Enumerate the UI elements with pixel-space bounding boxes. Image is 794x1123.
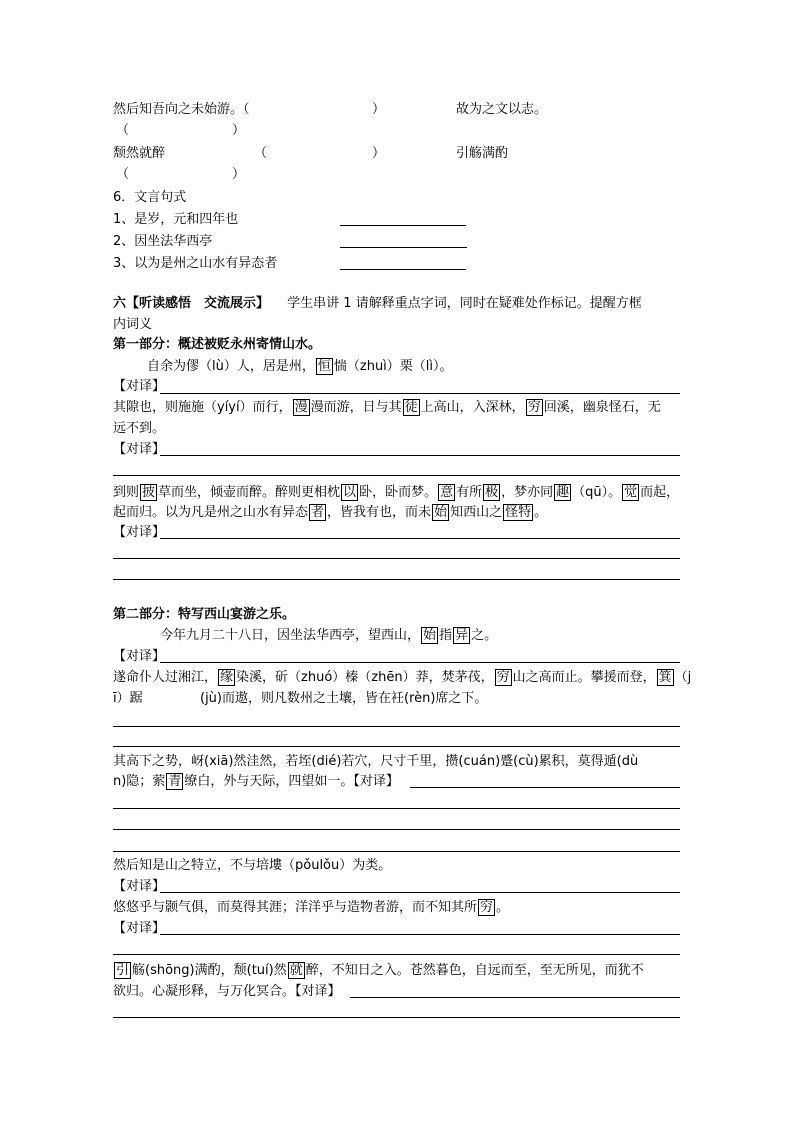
q6-item-3: 3、以为是州之山水有异态者 [113,256,278,271]
text-segment: 有所 [456,485,483,500]
q5-line-3-text: 颓然就醉 [113,146,166,161]
q5-line-3-open: （ [254,146,268,161]
part1-p2b: 远不到。 [113,421,166,436]
boxed-word: 披 [142,485,156,500]
boxed-word: 以 [343,485,357,500]
boxed-word: 穷 [480,900,494,915]
q5-line-2-close: ） [232,123,246,138]
q6-item-2: 2、因坐法华西亭 [113,234,213,249]
boxed-word: 怪特 [505,505,532,520]
q6-answer-2[interactable] [340,247,467,248]
part1-p3a [113,484,679,502]
translate-line[interactable] [113,579,680,580]
part1-p3b [113,504,547,522]
q5-line-3-close: ） [372,146,386,161]
part2-p3a: 其高下之势，岈(xiā)然洼然，若垤(dié)若穴，尺寸千里，攒(cuán)蹙(cù)累积，莫得遁(dù [113,754,639,769]
text-segment: 草而坐，倾壶而醉。醉则更相枕 [158,485,341,500]
q6-answer-1[interactable] [340,225,466,226]
section6-header [113,295,642,313]
translate-line[interactable] [160,538,680,539]
part1-heading: 第一部分：概述被贬永州寄情山水。 [113,337,322,352]
boxed-word: 青 [168,774,182,789]
boxed-word: 异 [455,628,469,643]
part2-p6b: 欲归。心凝形释，与万化冥合。【对译】 [113,984,341,999]
section6-instruction: 学生串讲 1 请解释重点字词，同时在疑难处作标记。提醒方框 [287,296,642,311]
translate-label: 【对译】 [113,921,166,936]
boxed-word: 就 [289,963,303,978]
q5-line-3-right: 引觞满酌 [456,146,509,161]
text-segment: 之。 [471,628,498,643]
text-segment: 到则 [113,485,140,500]
boxed-word: 漫 [294,400,308,415]
translate-line[interactable] [160,455,680,456]
translate-line[interactable] [160,662,680,663]
translate-line[interactable] [160,393,680,394]
part1-p2a [113,399,661,417]
part2-p3b [113,773,399,791]
text-segment: 起而归。以为凡是州之山水有异态 [113,505,309,520]
text-segment: 缭白，外与天际，四望如一。【对译】 [184,774,399,789]
text-segment: （qū）。 [572,485,622,500]
part2-heading: 第二部分：特写西山宴游之乐。 [113,607,296,622]
translate-line[interactable] [113,954,680,955]
q5-line-1-text: 然后知吾向之未始游。（ [113,102,250,117]
boxed-word: 穷 [496,670,510,685]
translate-line[interactable] [113,1017,680,1018]
section6-instruction-2: 内词义 [113,317,153,332]
boxed-word: 趣 [556,485,570,500]
translate-line[interactable] [113,746,680,747]
text-segment: ，梦亦同 [501,485,554,500]
translate-label: 【对译】 [113,879,166,894]
translate-line[interactable] [113,558,680,559]
text-segment: 漫而游，日与其 [310,400,402,415]
text-segment: 染溪，斫（zhuó）榛（zhēn）莽，焚茅茷， [236,670,494,685]
part2-p6a [113,962,644,980]
q6-answer-3[interactable] [340,269,466,270]
text-segment: ，皆我有也，而未 [327,505,432,520]
q5-line-2-open: （ [116,123,130,138]
boxed-word: 者 [311,505,325,520]
boxed-word: 极 [485,485,499,500]
translate-label: 【对译】 [113,649,166,664]
boxed-word: 徒 [404,400,418,415]
text-segment: 卧，卧而梦。 [359,485,438,500]
boxed-word: 缘 [220,670,234,685]
boxed-word: 意 [440,485,454,500]
translate-label: 【对译】 [113,379,166,394]
text-segment: 醉，不知日之入。苍然暮色，自远而至，至无所见，而犹不 [305,963,644,978]
text-segment: 惴（zhuì）栗（lì）。 [333,359,453,374]
q5-line-1 [113,101,250,119]
q5-line-4-close: ） [232,167,246,182]
text-segment: 悠悠乎与颢气俱，而莫得其涯；洋洋乎与造物者游，而不知其所 [113,900,478,915]
text-segment: n)隐；萦 [113,774,166,789]
part2-p4: 然后知是山之特立，不与培塿（pǒulǒu）为类。 [113,858,392,873]
part1-p1 [147,358,453,376]
text-segment: 觞(shōng)满酌，颓(tuí)然 [132,963,287,978]
q5-line-1-close: ） [372,102,386,117]
text-segment: 上高山，入深林， [420,400,525,415]
text-segment: 山之高而止。攀援而登， [512,670,656,685]
boxed-word: 恒 [317,359,331,374]
text-segment: 。 [534,505,548,520]
translate-line[interactable] [113,829,680,830]
translate-line[interactable] [113,808,680,809]
text-segment: 回溪，幽泉怪石，无 [543,400,661,415]
boxed-word: 始 [434,505,448,520]
boxed-word: 箕 [658,670,672,685]
translate-line[interactable] [113,475,680,476]
text-segment: 而起， [640,485,680,500]
q5-line-1-right: 故为之文以志。 [456,102,548,117]
text-segment: 。 [496,900,510,915]
text-segment: 知西山之 [450,505,503,520]
q5-line-4-open: （ [116,167,130,182]
translate-label: 【对译】 [113,525,166,540]
text-segment: 指 [439,628,453,643]
translate-line[interactable] [160,892,680,893]
part2-p2b-left: ī）踞 [113,691,143,706]
translate-line[interactable] [410,787,680,788]
part2-p2a [113,669,691,687]
q6-item-1: 1、是岁，元和四年也 [113,212,239,227]
translate-line[interactable] [160,934,680,935]
translate-line[interactable] [113,726,680,727]
part2-p1 [160,627,497,645]
translate-line[interactable] [113,851,680,852]
text-segment: 遂命仆人过湘江， [113,670,218,685]
text-segment: 其隙也，则施施（yíyí）而行， [113,400,292,415]
text-segment: （j [674,670,692,685]
section6-heading: 六【听读感悟 交流展示】 [113,296,270,311]
text-segment: 自余为僇（lù）人，居是州， [147,359,315,374]
boxed-word: 觉 [624,485,638,500]
translate-label: 【对译】 [113,442,166,457]
boxed-word: 引 [116,963,130,978]
translate-line[interactable] [350,997,680,998]
part2-p2b-right: (jù)而遨，则凡数州之土壤，皆在衽(rèn)席之下。 [200,691,488,706]
boxed-word: 穷 [527,400,541,415]
part2-p5 [113,899,509,917]
boxed-word: 始 [423,628,437,643]
text-segment: 今年九月二十八日，因坐法华西亭，望西山， [160,628,421,643]
q6-title: 6．文言句式 [113,190,187,205]
